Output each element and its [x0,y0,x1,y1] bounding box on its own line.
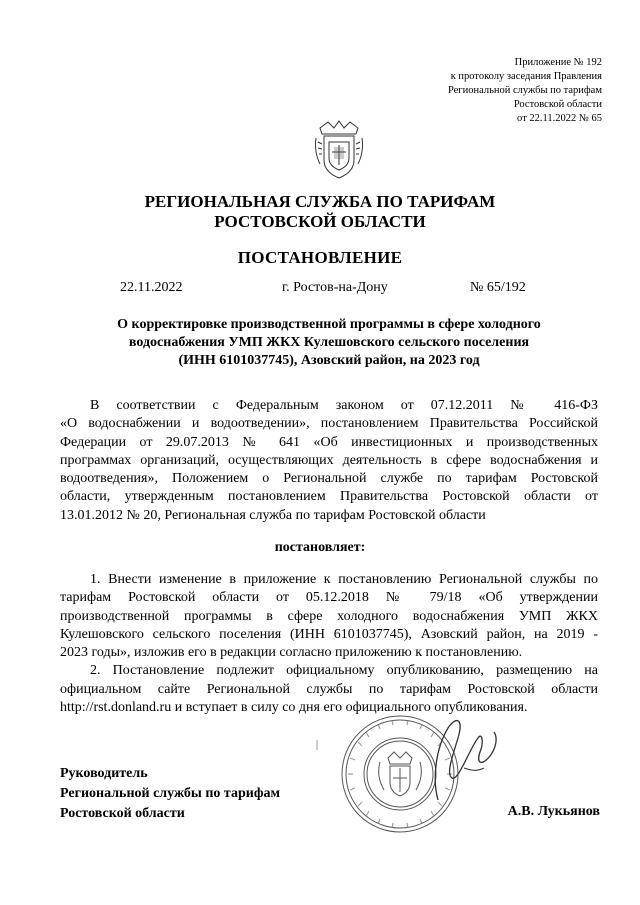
appendix-line-2: к протоколу заседания Правления [450,71,602,82]
handwritten-signature-icon [418,708,508,808]
appendix-line-1: Приложение № 192 [514,57,602,68]
document-date: 22.11.2022 [120,280,183,295]
signatory-title-line-1: Руководитель [60,766,148,781]
item1-line-1: 1. Внести изменение в приложение к постановлению Региональной службы по [90,572,598,587]
preamble-line-3: Федерации от 29.07.2013 № 641 «Об инвестиционных и производственных [60,434,598,450]
signatory-title-line-2: Региональной службы по тарифам [60,786,281,801]
subject-line-1: О корректировке производственной программы в сфере холодного [117,317,541,332]
scan-artifact [316,740,318,750]
item1-line-4: Кулешовского сельского поселения (ИНН 6101037745), Азовский район, на 2019 - [60,626,598,642]
org-title-line-1: РЕГИОНАЛЬНАЯ СЛУЖБА ПО ТАРИФАМ [144,192,496,211]
item2-line-2: официальном сайте Региональной службы по тарифам Ростовской области [60,681,598,697]
document-number: № 65/192 [470,280,526,295]
subject-line-2: водоснабжения УМП ЖКХ Кулешовского сельского поселения [128,335,530,350]
appendix-line-3: Региональной службы по тарифам [447,85,602,96]
preamble-line-6: области, утвержденным постановлением Правительства Ростовской области от [60,489,598,505]
signatory-title [60,764,280,824]
preamble-line-1: В соответствии с Федеральным законом от 07.12.2011 № 416-ФЗ [90,398,598,413]
item1-line-3: производственной программы в сфере холодного водоснабжения УМП ЖКХ [60,608,598,624]
item1-line-5: 2023 годы», изложив его в редакции согласно приложению к постановлению. [60,645,523,661]
preamble-paragraph [60,397,598,525]
appendix-line-4: Ростовской области [513,99,602,110]
coat-of-arms-icon [312,118,366,182]
preamble-line-7: 13.01.2012 № 20, Региональная служба по тарифам Ростовской области [60,507,486,523]
signatory-title-line-3: Ростовской области [60,806,185,821]
appendix-line-5: от 22.11.2022 № 65 [517,113,602,124]
subject-line-3: (ИНН 6101037745), Азовский район, на 2023 год [178,353,480,368]
document-type-heading: ПОСТАНОВЛЕНИЕ [237,248,403,267]
item2-line-3: http://rst.donland.ru и вступает в силу со дня его официального опубликования. [60,700,528,716]
appendix-note [448,56,602,126]
organization-title [0,192,640,232]
org-title-line-2: РОСТОВСКОЙ ОБЛАСТИ [214,212,426,231]
resolution-items [60,571,598,717]
decree-word: постановляет: [274,540,366,555]
item2-line-1: 2. Постановление подлежит официальному опубликованию, размещению на [90,663,598,679]
preamble-line-4: программах организаций, осуществляющих деятельность в сфере водоснабжения и [60,452,598,468]
item1-line-2: тарифам Ростовской области от 05.12.2018 № 79/18 «Об утверждении [60,590,598,606]
document-subject [60,316,598,370]
preamble-line-2: «О водоснабжении и водоотведении», постановлением Правительства Российской [60,416,598,432]
preamble-line-5: водоотведения», Положением о Региональной службе по тарифам Ростовской [60,471,598,487]
document-city: г. Ростов-на-Дону [282,280,388,295]
signatory-name: А.В. Лукьянов [507,804,600,819]
